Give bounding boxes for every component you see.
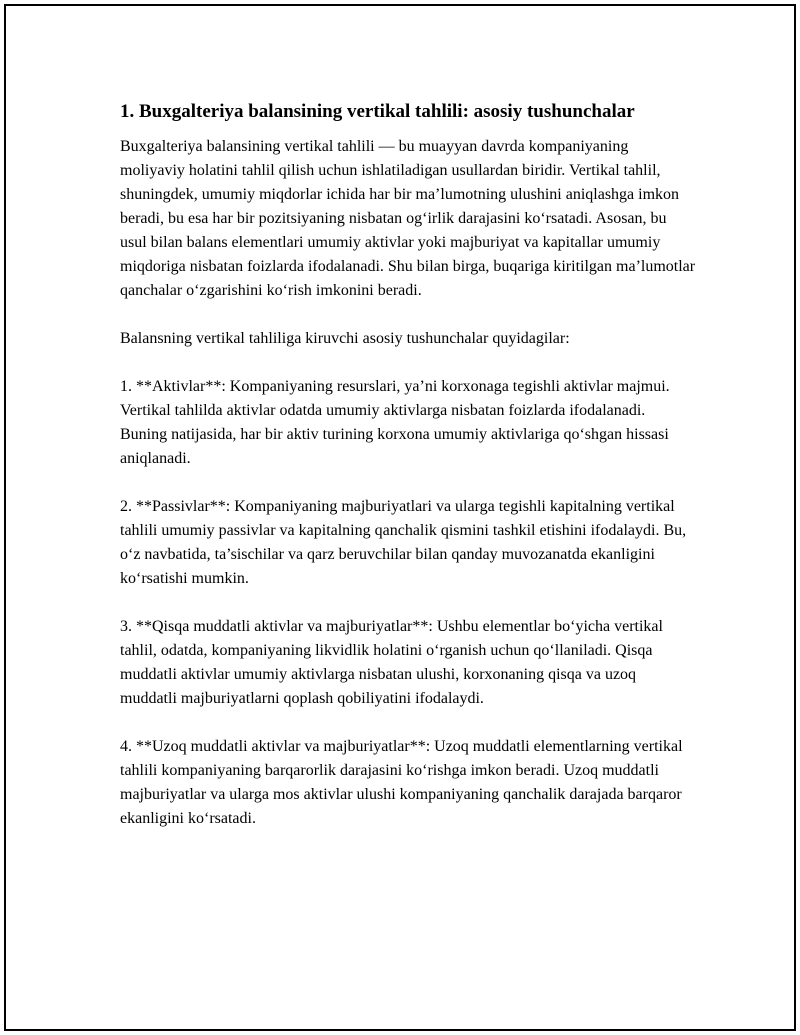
document-title: 1. Buxgalteriya balansining vertikal tahlili: asosiy tushunchalar bbox=[120, 101, 635, 122]
page-frame bbox=[4, 4, 796, 1031]
document-body bbox=[120, 98, 696, 831]
paragraph-intro: Buxgalteriya balansining vertikal tahlili — bu muayyan davrda kompaniyaning moliyaviy holatini tahlil qilish uchun ishlatiladigan usullardan biridir. Vertikal tahlil, shuningdek, umumiy miqdorlar ichida har bir ma’lumotning ulushini aniqlashga imkon beradi, bu esa har bir pozitsiyaning nisbatan og‘irlik darajasini ko‘rsatadi. Asosan, bu usul bilan balans elementlari umumiy aktivlar yoki majburiyat va kapitallar umumiy miqdoriga nisbatan foizlarda ifodalanadi. Shu bilan birga, buqariga kiritilgan ma’lumotlar qanchalar o‘zgarishini ko‘rish imkonini beradi. bbox=[120, 138, 696, 299]
paragraph-concepts-lead: Balansning vertikal tahliliga kiruvchi asosiy tushunchalar quyidagilar: bbox=[120, 330, 570, 347]
paragraph-assets: 1. **Aktivlar**: Kompaniyaning resurslari, ya’ni korxonaga tegishli aktivlar majmui. Vertikal tahlilda aktivlar odatda umumiy aktivlarga nisbatan foizlarda ifodalanadi. Buning natijasida, har bir aktiv turining korxona umumiy aktivlariga qo‘shgan hissasi aniqlanadi. bbox=[120, 378, 670, 467]
paragraph-liabilities: 2. **Passivlar**: Kompaniyaning majburiyatlari va ularga tegishli kapitalning vertikal tahlili umumiy passivlar va kapitalning qanchalik qismini tashkil etishini ifodalaydi. Bu, o‘z navbatida, ta’sischilar va qarz beruvchilar bilan qanday muvozanatda ekanligini ko‘rsatishi mumkin. bbox=[120, 498, 687, 587]
paragraph-short-term: 3. **Qisqa muddatli aktivlar va majburiyatlar**: Ushbu elementlar bo‘yicha vertikal tahlil, odatda, kompaniyaning likvidlik holatini o‘rganish uchun qo‘llaniladi. Qisqa muddatli aktivlar umumiy aktivlarga nisbatan ulushi, korxonaning qisqa va uzoq muddatli majburiyatlarni qoplash qobiliyatini ifodalaydi. bbox=[120, 618, 663, 707]
paragraph-long-term: 4. **Uzoq muddatli aktivlar va majburiyatlar**: Uzoq muddatli elementlarning vertikal tahlili kompaniyaning barqarorlik darajasini ko‘rishga imkon beradi. Uzoq muddatli majburiyatlar va ularga mos aktivlar ulushi kompaniyaning qanchalik darajada barqaror ekanligini ko‘rsatadi. bbox=[120, 738, 683, 827]
